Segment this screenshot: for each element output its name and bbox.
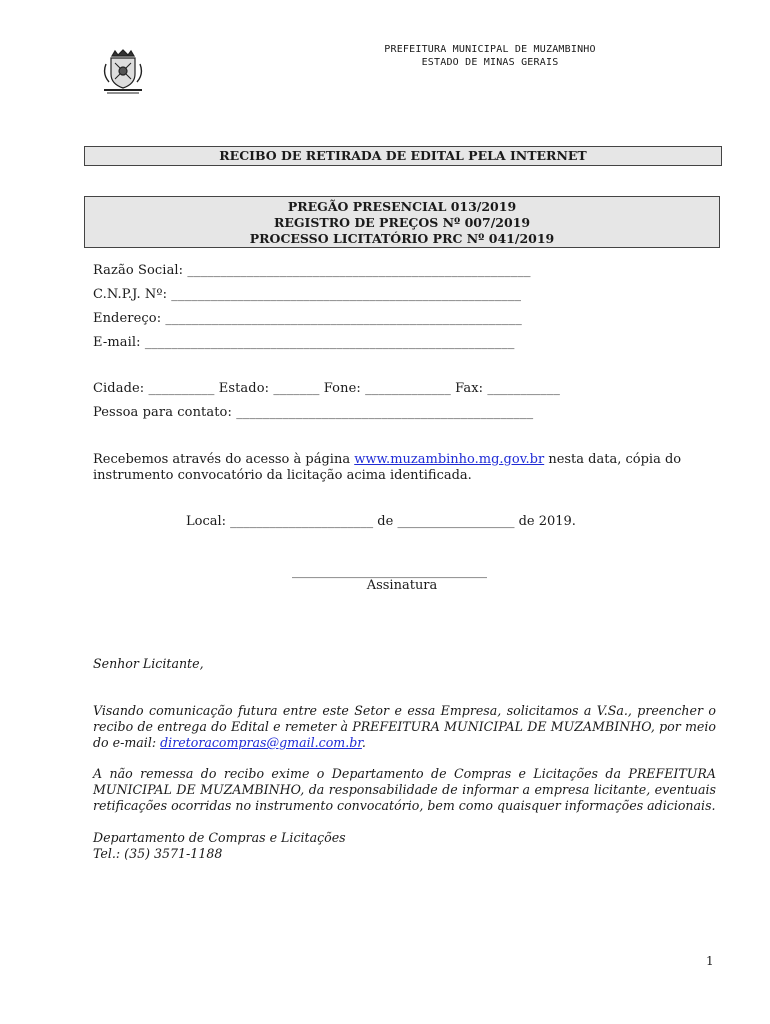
request-paragraph: [93, 703, 716, 751]
disclaimer-paragraph: A não remessa do recibo exime o Departamento de Compras e Licitações da PREFEITURA MUNICIPAL DE MUZAMBINHO, da responsabilidade de informar a empresa licitante, eventuais retificações ocorridas no instrumento convocatório, bem como quaisquer informações adicionais.: [93, 766, 716, 813]
document-header: [300, 43, 680, 69]
signature-line: ______________________________: [292, 564, 487, 579]
endereco-field: Endereço: ______________________________________________________: [93, 311, 522, 326]
process-licitatorio: PROCESSO LICITATÓRIO PRC Nº 041/2019: [249, 231, 555, 246]
process-registro: REGISTRO DE PREÇOS Nº 007/2019: [273, 215, 531, 230]
email-field: E-mail: ________________________________________________________: [93, 335, 515, 350]
request-text-after: .: [361, 735, 366, 750]
receipt-text-after: nesta data, cópia do instrumento convocatório da licitação acima identificada.: [93, 452, 682, 483]
cidade-estado-fone-fax-field: Cidade: __________ Estado: _______ Fone: _____________ Fax: ___________: [93, 381, 560, 396]
header-state: ESTADO DE MINAS GERAIS: [421, 57, 559, 68]
page-number: 1: [706, 954, 714, 968]
request-text-before: Visando comunicação futura entre este Setor e essa Empresa, solicitamos a V.Sa., preencher o recibo de entrega do Edital e remeter à PREFEITURA MUNICIPAL DE MUZAMBINHO, por meio do e-mail:: [93, 703, 716, 750]
local-date-line: Local: ______________________ de __________________ de 2019.: [186, 514, 576, 529]
cnpj-field: C.N.P.J. Nº: _____________________________________________________: [93, 287, 522, 302]
receipt-text-before: Recebemos através do acesso à página: [93, 452, 355, 467]
salutation: Senhor Licitante,: [93, 656, 204, 671]
email-link[interactable]: diretoracompras@gmail.com.br: [160, 735, 362, 750]
website-link[interactable]: www.muzambinho.mg.gov.br: [354, 452, 545, 467]
department-name: Departamento de Compras e Licitações: [93, 830, 346, 845]
department-phone: Tel.: (35) 3571-1188: [93, 846, 223, 861]
document-title: RECIBO DE RETIRADA DE EDITAL PELA INTERNET: [84, 146, 722, 166]
razao-social-field: Razão Social: ____________________________________________________: [93, 263, 531, 278]
contato-field: Pessoa para contato: _____________________________________________: [93, 405, 534, 420]
process-box: [84, 196, 720, 248]
process-pregao: PREGÃO PRESENCIAL 013/2019: [287, 199, 517, 214]
coat-of-arms-icon: [100, 48, 146, 96]
header-municipality: PREFEITURA MUNICIPAL DE MUZAMBINHO: [384, 44, 596, 55]
receipt-paragraph: [93, 452, 723, 484]
signature-label: Assinatura: [366, 578, 438, 593]
